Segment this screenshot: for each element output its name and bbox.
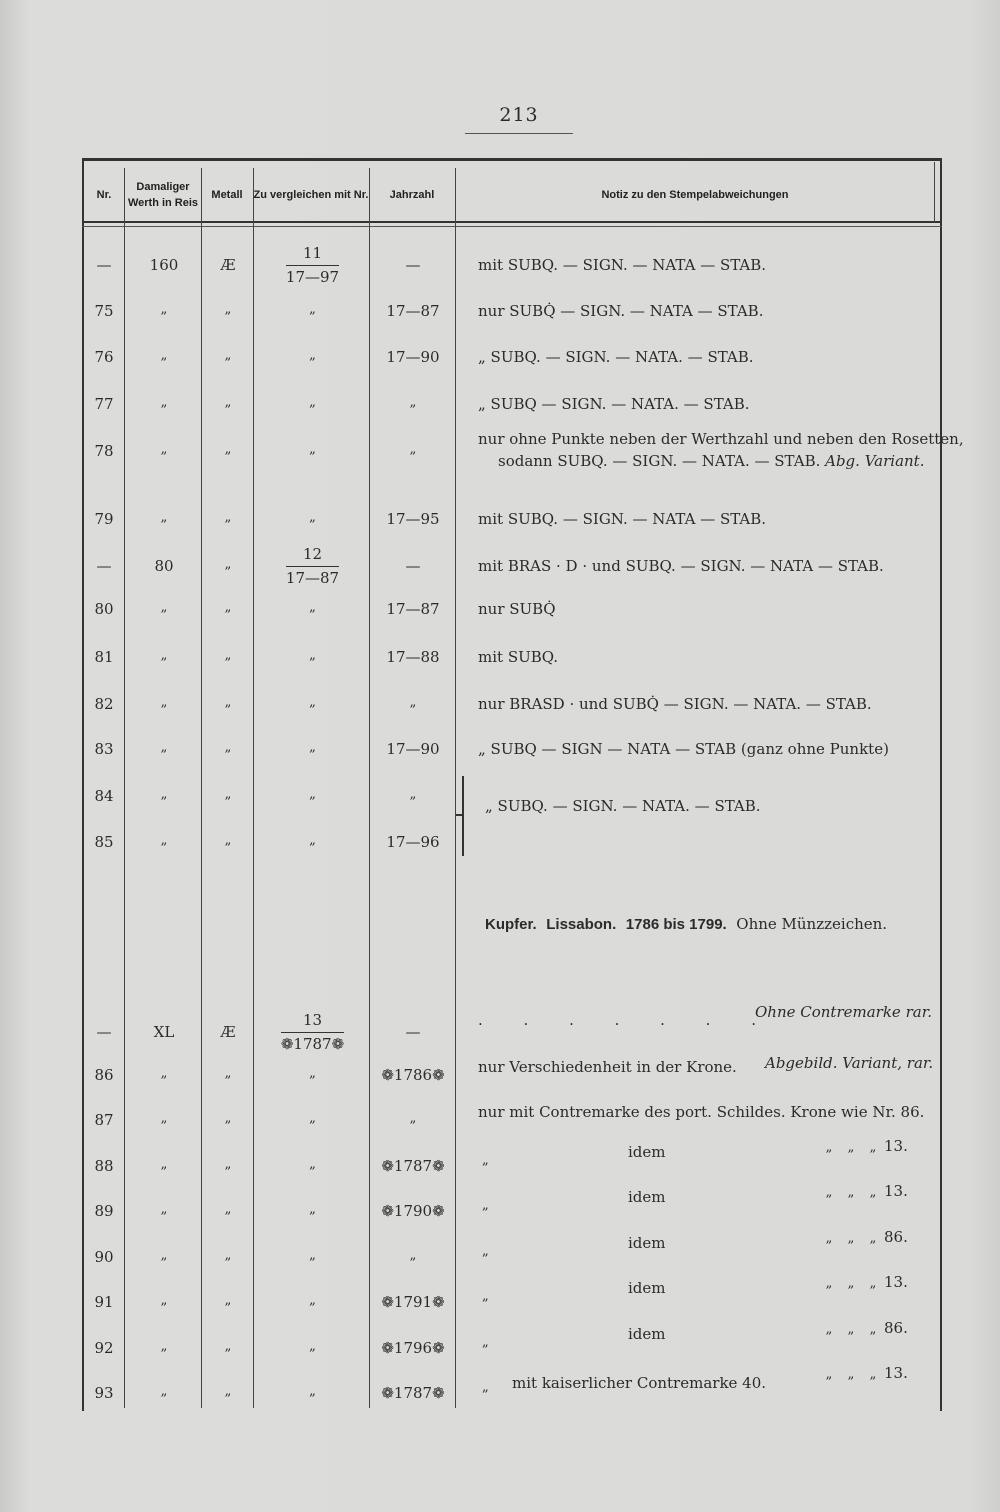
row-jahrzahl: 17—95 [386, 510, 440, 528]
row-notiz-idem: idem [628, 1188, 666, 1206]
row-notiz-line2: sodann SUBQ. — SIGN. — NATA. — STAB. Abg. Variant. [498, 452, 925, 470]
row-vergleichen: „ [309, 348, 316, 363]
row-notiz-ditto: „ [482, 1335, 489, 1350]
row-metall: „ [224, 833, 232, 848]
row-werth: XL [153, 1023, 175, 1041]
header-jahrzahl: Jahrzahl [389, 188, 435, 201]
row-jahrzahl: 17—90 [386, 740, 440, 758]
row-nr: 83 [94, 740, 114, 758]
reference-number: 13. [884, 1273, 908, 1291]
row-nr: 76 [94, 348, 114, 366]
row-notiz: nur mit Contremarke des port. Schildes. Krone wie Nr. 86. [478, 1103, 925, 1121]
row-jahrzahl: ❁1796❁ [381, 1339, 445, 1357]
row-jahrzahl: ❁1787❁ [381, 1384, 445, 1402]
row-werth: „ [160, 348, 168, 363]
row-notiz: mit BRAS · D · und SUBQ. — SIGN. — NATA — STAB. [478, 557, 884, 575]
row-jahrzahl: — [405, 557, 421, 575]
row-notiz-idem: idem [628, 1325, 666, 1343]
row-vergleichen: „ [309, 600, 316, 615]
row-nr: 85 [94, 833, 114, 851]
row-metall: „ [224, 1066, 232, 1081]
header-divider [82, 221, 942, 223]
row-jahrzahl: 17—88 [386, 648, 440, 666]
row-notiz-ital: Ohne Contremarke rar. [755, 1003, 932, 1021]
row-jahrzahl: — [405, 256, 421, 274]
row-nr: 77 [94, 395, 114, 413]
row-nr: 84 [94, 787, 114, 805]
row-jahrzahl: „ [409, 695, 417, 710]
row-nr: 92 [94, 1339, 114, 1357]
ditto-mark: „ [847, 1231, 855, 1246]
row-metall: „ [224, 1339, 232, 1354]
row-notiz: nur BRASD · und SUBQ̇ — SIGN. — NATA. — STAB. [478, 695, 872, 713]
section-heading [485, 915, 887, 933]
section-note: Ohne Münzzeichen. [736, 915, 888, 933]
row-notiz-ditto: „ [482, 1198, 489, 1213]
row-vergleichen: „ [309, 510, 316, 525]
row-vergleichen: „ [309, 1339, 316, 1354]
verg-denominator: 17—87 [285, 568, 340, 587]
row-nr: 79 [94, 510, 114, 528]
row-vergleichen: „ [309, 1157, 316, 1172]
row-jahrzahl: — [405, 1023, 421, 1041]
row-werth: „ [160, 1384, 168, 1399]
row-metall: „ [224, 348, 232, 363]
row-werth: „ [160, 833, 168, 848]
header-notiz: Notiz zu den Stempelabweichungen [601, 188, 789, 201]
reference-number: 86. [884, 1319, 908, 1337]
row-notiz-reference [818, 1182, 938, 1200]
row-werth: 160 [149, 256, 179, 274]
ditto-mark: „ [825, 1276, 833, 1291]
page-number: 213 [465, 104, 573, 134]
row-notiz-ditto: „ [482, 1153, 489, 1168]
row-nr: 86 [94, 1066, 114, 1084]
row-metall: Æ [220, 256, 236, 274]
ditto-mark: „ [825, 1140, 833, 1155]
row-vergleichen: „ [309, 648, 316, 663]
row-notiz: „ SUBQ. — SIGN. — NATA. — STAB. [478, 348, 754, 366]
row-metall: „ [224, 600, 232, 615]
row-nr: 81 [94, 648, 114, 666]
ditto-mark: „ [869, 1322, 877, 1337]
ditto-mark: „ [869, 1276, 877, 1291]
row-werth: „ [160, 395, 168, 410]
row-metall: „ [224, 1293, 232, 1308]
row-metall: „ [224, 442, 232, 457]
ditto-mark: „ [825, 1231, 833, 1246]
row-jahrzahl: 17—87 [386, 600, 440, 618]
ditto-mark: „ [847, 1185, 855, 1200]
row-vergleichen: „ [309, 787, 316, 802]
row-werth: „ [160, 787, 168, 802]
row-werth: „ [160, 1157, 168, 1172]
reference-number: 13. [884, 1364, 908, 1382]
row-nr: 88 [94, 1157, 114, 1175]
verg-numerator: 13 [281, 1011, 344, 1033]
row-notiz-idem: idem [628, 1279, 666, 1297]
row-jahrzahl: 17—90 [386, 348, 440, 366]
verg-denominator: 17—97 [285, 267, 340, 286]
row-werth: „ [160, 695, 168, 710]
row-notiz-ditto: „ [482, 1289, 489, 1304]
ditto-mark: „ [847, 1276, 855, 1291]
row-metall: „ [224, 1248, 232, 1263]
row-notiz-reference [818, 1319, 938, 1337]
row-nr: 91 [94, 1293, 114, 1311]
column-divider [455, 168, 456, 1408]
row-nr: 78 [94, 442, 114, 460]
row-notiz: „ SUBQ — SIGN — NATA — STAB (ganz ohne Punkte) [478, 740, 889, 758]
row-metall: „ [224, 740, 232, 755]
row-werth: „ [160, 740, 168, 755]
header-nr: Nr. [96, 188, 112, 201]
row-vergleichen: „ [309, 302, 316, 317]
row-metall: „ [224, 1384, 232, 1399]
row-metall: „ [224, 787, 232, 802]
reference-number: 13. [884, 1182, 908, 1200]
brace-84-85 [462, 776, 472, 856]
ditto-mark: „ [847, 1322, 855, 1337]
header-metall: Metall [211, 188, 243, 201]
row-vergleichen: „ [309, 442, 316, 457]
table-frame [82, 158, 942, 1411]
row-notiz-line1: nur ohne Punkte neben der Werthzahl und neben den Rosetten, [478, 430, 964, 448]
row-werth: „ [160, 1339, 168, 1354]
row-nr: 93 [94, 1384, 114, 1402]
row-metall: „ [224, 395, 232, 410]
row-notiz-reference [818, 1137, 938, 1155]
row-vergleichen: „ [309, 395, 316, 410]
row-werth: „ [160, 302, 168, 317]
row-nr: 80 [94, 600, 114, 618]
row-werth: 80 [154, 557, 174, 575]
row-vergleichen: „ [309, 695, 316, 710]
row-metall: „ [224, 695, 232, 710]
row-werth: „ [160, 510, 168, 525]
row-metall: „ [224, 302, 232, 317]
row-jahrzahl: „ [409, 787, 417, 802]
verg-denominator: ❁1787❁ [280, 1034, 345, 1053]
ditto-mark: „ [847, 1367, 855, 1382]
ditto-mark: „ [825, 1367, 833, 1382]
row-vergleichen: „ [309, 1202, 316, 1217]
row-vergleichen: „ [309, 1248, 316, 1263]
section-years: 1786 bis 1799. [625, 916, 727, 933]
row-werth: „ [160, 1111, 168, 1126]
row-metall: „ [224, 557, 232, 572]
row-notiz-reference [818, 1228, 938, 1246]
row-notiz: mit kaiserlicher Contremarke 40. [512, 1374, 767, 1392]
row-jahrzahl: ❁1790❁ [381, 1202, 445, 1220]
row-jahrzahl: ❁1787❁ [381, 1157, 445, 1175]
header-vergleichen: Zu vergleichen mit Nr. [253, 188, 369, 201]
row-notiz: nur SUBQ̇ — SIGN. — NATA — STAB. [478, 302, 764, 320]
ditto-mark: „ [825, 1322, 833, 1337]
row-jahrzahl: 17—87 [386, 302, 440, 320]
row-nr: 90 [94, 1248, 114, 1266]
row-vergleichen [255, 1011, 370, 1054]
row-vergleichen [255, 545, 370, 588]
row-jahrzahl: ❁1791❁ [381, 1293, 445, 1311]
row-werth: „ [160, 648, 168, 663]
row-notiz-ital: Abg. Variant. [825, 452, 925, 470]
column-divider [253, 168, 254, 1408]
section-title-kupfer: Kupfer. [485, 916, 537, 933]
row-nr: 89 [94, 1202, 114, 1220]
row-notiz: mit SUBQ. [478, 648, 559, 666]
row-metall: Æ [220, 1023, 236, 1041]
verg-numerator: 12 [286, 545, 339, 567]
reference-number: 86. [884, 1228, 908, 1246]
row-vergleichen: „ [309, 740, 316, 755]
row-jahrzahl: 17—96 [386, 833, 440, 851]
column-divider [124, 168, 125, 1408]
row-vergleichen: „ [309, 1293, 316, 1308]
row-notiz: „ SUBQ — SIGN. — NATA. — STAB. [478, 395, 750, 413]
row-notiz: nur SUBQ̇ [478, 600, 556, 618]
row-jahrzahl: „ [409, 1248, 417, 1263]
row-werth: „ [160, 1202, 168, 1217]
row-notiz-dots: . . . . . . . [478, 1011, 774, 1029]
row-vergleichen [255, 244, 370, 287]
ditto-mark: „ [825, 1185, 833, 1200]
row-nr: 75 [94, 302, 114, 320]
row-jahrzahl: „ [409, 395, 417, 410]
row-nr: 82 [94, 695, 114, 713]
ditto-mark: „ [869, 1140, 877, 1155]
ditto-mark: „ [869, 1185, 877, 1200]
row-jahrzahl: „ [409, 1111, 417, 1126]
row-werth: „ [160, 1293, 168, 1308]
row-werth: „ [160, 1066, 168, 1081]
row-metall: „ [224, 1157, 232, 1172]
row-vergleichen: „ [309, 1111, 316, 1126]
ditto-mark: „ [847, 1140, 855, 1155]
row-notiz-ditto: „ [482, 1380, 489, 1395]
row-werth: „ [160, 442, 168, 457]
brace-note: „ SUBQ. — SIGN. — NATA. — STAB. [485, 797, 761, 815]
row-nr: — [96, 256, 112, 274]
row-notiz-reference [818, 1273, 938, 1291]
row-vergleichen: „ [309, 1384, 316, 1399]
row-notiz-ital: Abgebild. Variant, rar. [765, 1054, 934, 1072]
row-notiz: mit SUBQ. — SIGN. — NATA — STAB. [478, 256, 767, 274]
row-notiz-ditto: „ [482, 1244, 489, 1259]
row-metall: „ [224, 648, 232, 663]
row-nr: — [96, 1023, 112, 1041]
row-nr: — [96, 557, 112, 575]
row-werth: „ [160, 600, 168, 615]
row-notiz-idem: idem [628, 1234, 666, 1252]
row-werth: „ [160, 1248, 168, 1263]
row-metall: „ [224, 1202, 232, 1217]
row-metall: „ [224, 510, 232, 525]
row-jahrzahl: „ [409, 442, 417, 457]
row-notiz: mit SUBQ. — SIGN. — NATA — STAB. [478, 510, 767, 528]
row-vergleichen: „ [309, 833, 316, 848]
row-notiz-idem: idem [628, 1143, 666, 1161]
row-notiz: nur Verschiedenheit in der Krone. [478, 1058, 737, 1076]
row-vergleichen: „ [309, 1066, 316, 1081]
row-jahrzahl: ❁1786❁ [381, 1066, 445, 1084]
row-notiz-reference [818, 1364, 938, 1382]
ditto-mark: „ [869, 1231, 877, 1246]
section-title-lissabon: Lissabon. [546, 916, 617, 933]
row-nr: 87 [94, 1111, 114, 1129]
header-divider-thin [82, 226, 942, 227]
row-metall: „ [224, 1111, 232, 1126]
header-werth: Damaliger Werth in Reis [127, 180, 199, 209]
verg-numerator: 11 [286, 244, 339, 266]
reference-number: 13. [884, 1137, 908, 1155]
ditto-mark: „ [869, 1367, 877, 1382]
